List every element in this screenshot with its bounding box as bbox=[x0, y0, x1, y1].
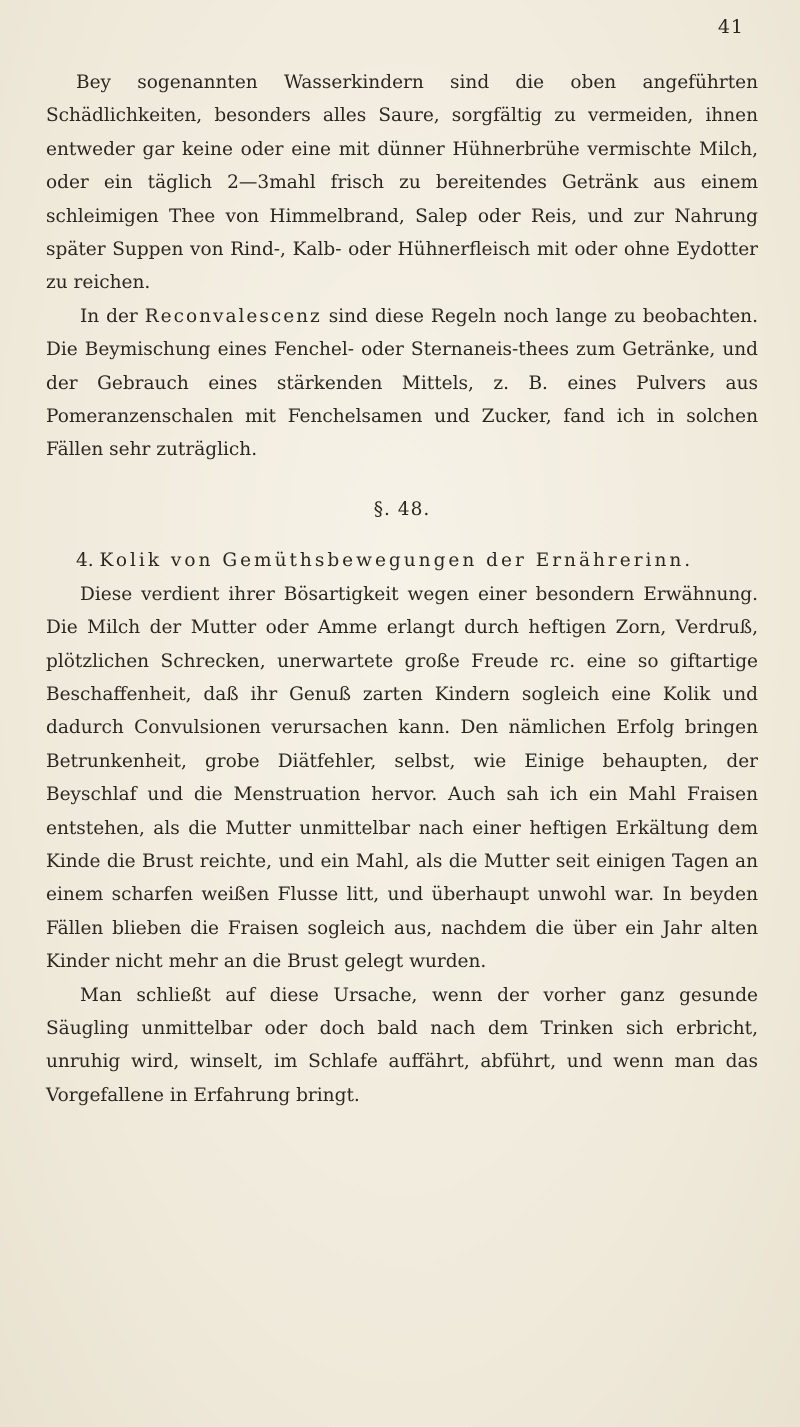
paragraph-diagnosis: Man schließt auf diese Ursache, wenn der vorher ganz gesunde Säugling unmittelbar oder doch bald nach dem Trinken sich erbricht, unruhig wird, winselt, im Schlafe auffährt, abführt, und wenn man das Vorgefallene in Erfahrung bringt. bbox=[46, 984, 758, 1106]
paragraph-reconvalescence-rest: sind diese Regeln noch lange zu beobachten. Die Beymischung eines Fenchel- oder Sternaneis-thees zum Getränke, und der Gebrauch eines stärkenden Mittels, z. B. eines Pulvers aus Pomeranzenschalen mit Fenchelsamen und Zucker, fand ich in solchen Fällen sehr zuträglich. bbox=[46, 305, 758, 461]
section-number: §. 48. bbox=[373, 498, 431, 520]
paragraph-bosartigkeit: Diese verdient ihrer Bösartigkeit wegen einer besondern Erwähnung. Die Milch der Mutter oder Amme erlangt durch heftigen Zorn, Verdruß, plötzlichen Schrecken, unerwartete große Freude rc. eine so giftartige Beschaffenheit, daß ihr Genuß zarten Kindern sogleich eine Kolik und dadurch Convulsionen verursachen kann. Den nämlichen Erfolg bringen Betrunkenheit, grobe Diätfehler, selbst, wie Einige behaupten, der Beyschlaf und die Menstruation hervor. Auch sah ich ein Mahl Fraisen entstehen, als die Mutter unmittelbar nach einer heftigen Erkältung dem Kinde die Brust reichte, und ein Mahl, als die Mutter seit einigen Tagen an einem scharfen weißen Flusse litt, und überhaupt unwohl war. In beyden Fällen blieben die Fraisen sogleich aus, nachdem die über ein Jahr alten Kinder nicht mehr an die Brust gelegt wurden. bbox=[46, 583, 758, 973]
paragraph-reconvalescence-prefix: In der bbox=[80, 305, 138, 327]
section-heading bbox=[46, 544, 758, 577]
section-heading-title: Kolik von Gemüthsbewegungen der Ernährerinn. bbox=[99, 550, 694, 572]
section-heading-number: 4. bbox=[76, 550, 94, 572]
term-reconvalescenz: Reconvalescenz bbox=[144, 305, 322, 327]
page-number: 41 bbox=[717, 16, 744, 38]
page-text bbox=[46, 66, 758, 1112]
paragraph-reconvalescence bbox=[46, 300, 758, 467]
paragraph-water-children: Bey sogenannten Wasserkindern sind die oben angeführten Schädlichkeiten, besonders alles Saure, sorgfältig zu vermeiden, ihnen entweder gar keine oder eine mit dünner Hühnerbrühe vermischte Milch, oder ein täglich 2—3mahl frisch zu bereitendes Getränk aus einem schleimigen Thee von Himmelbrand, Salep oder Reis, und zur Nahrung später Suppen von Rind-, Kalb- oder Hühnerfleisch mit oder ohne Eydotter zu reichen. bbox=[46, 72, 758, 294]
